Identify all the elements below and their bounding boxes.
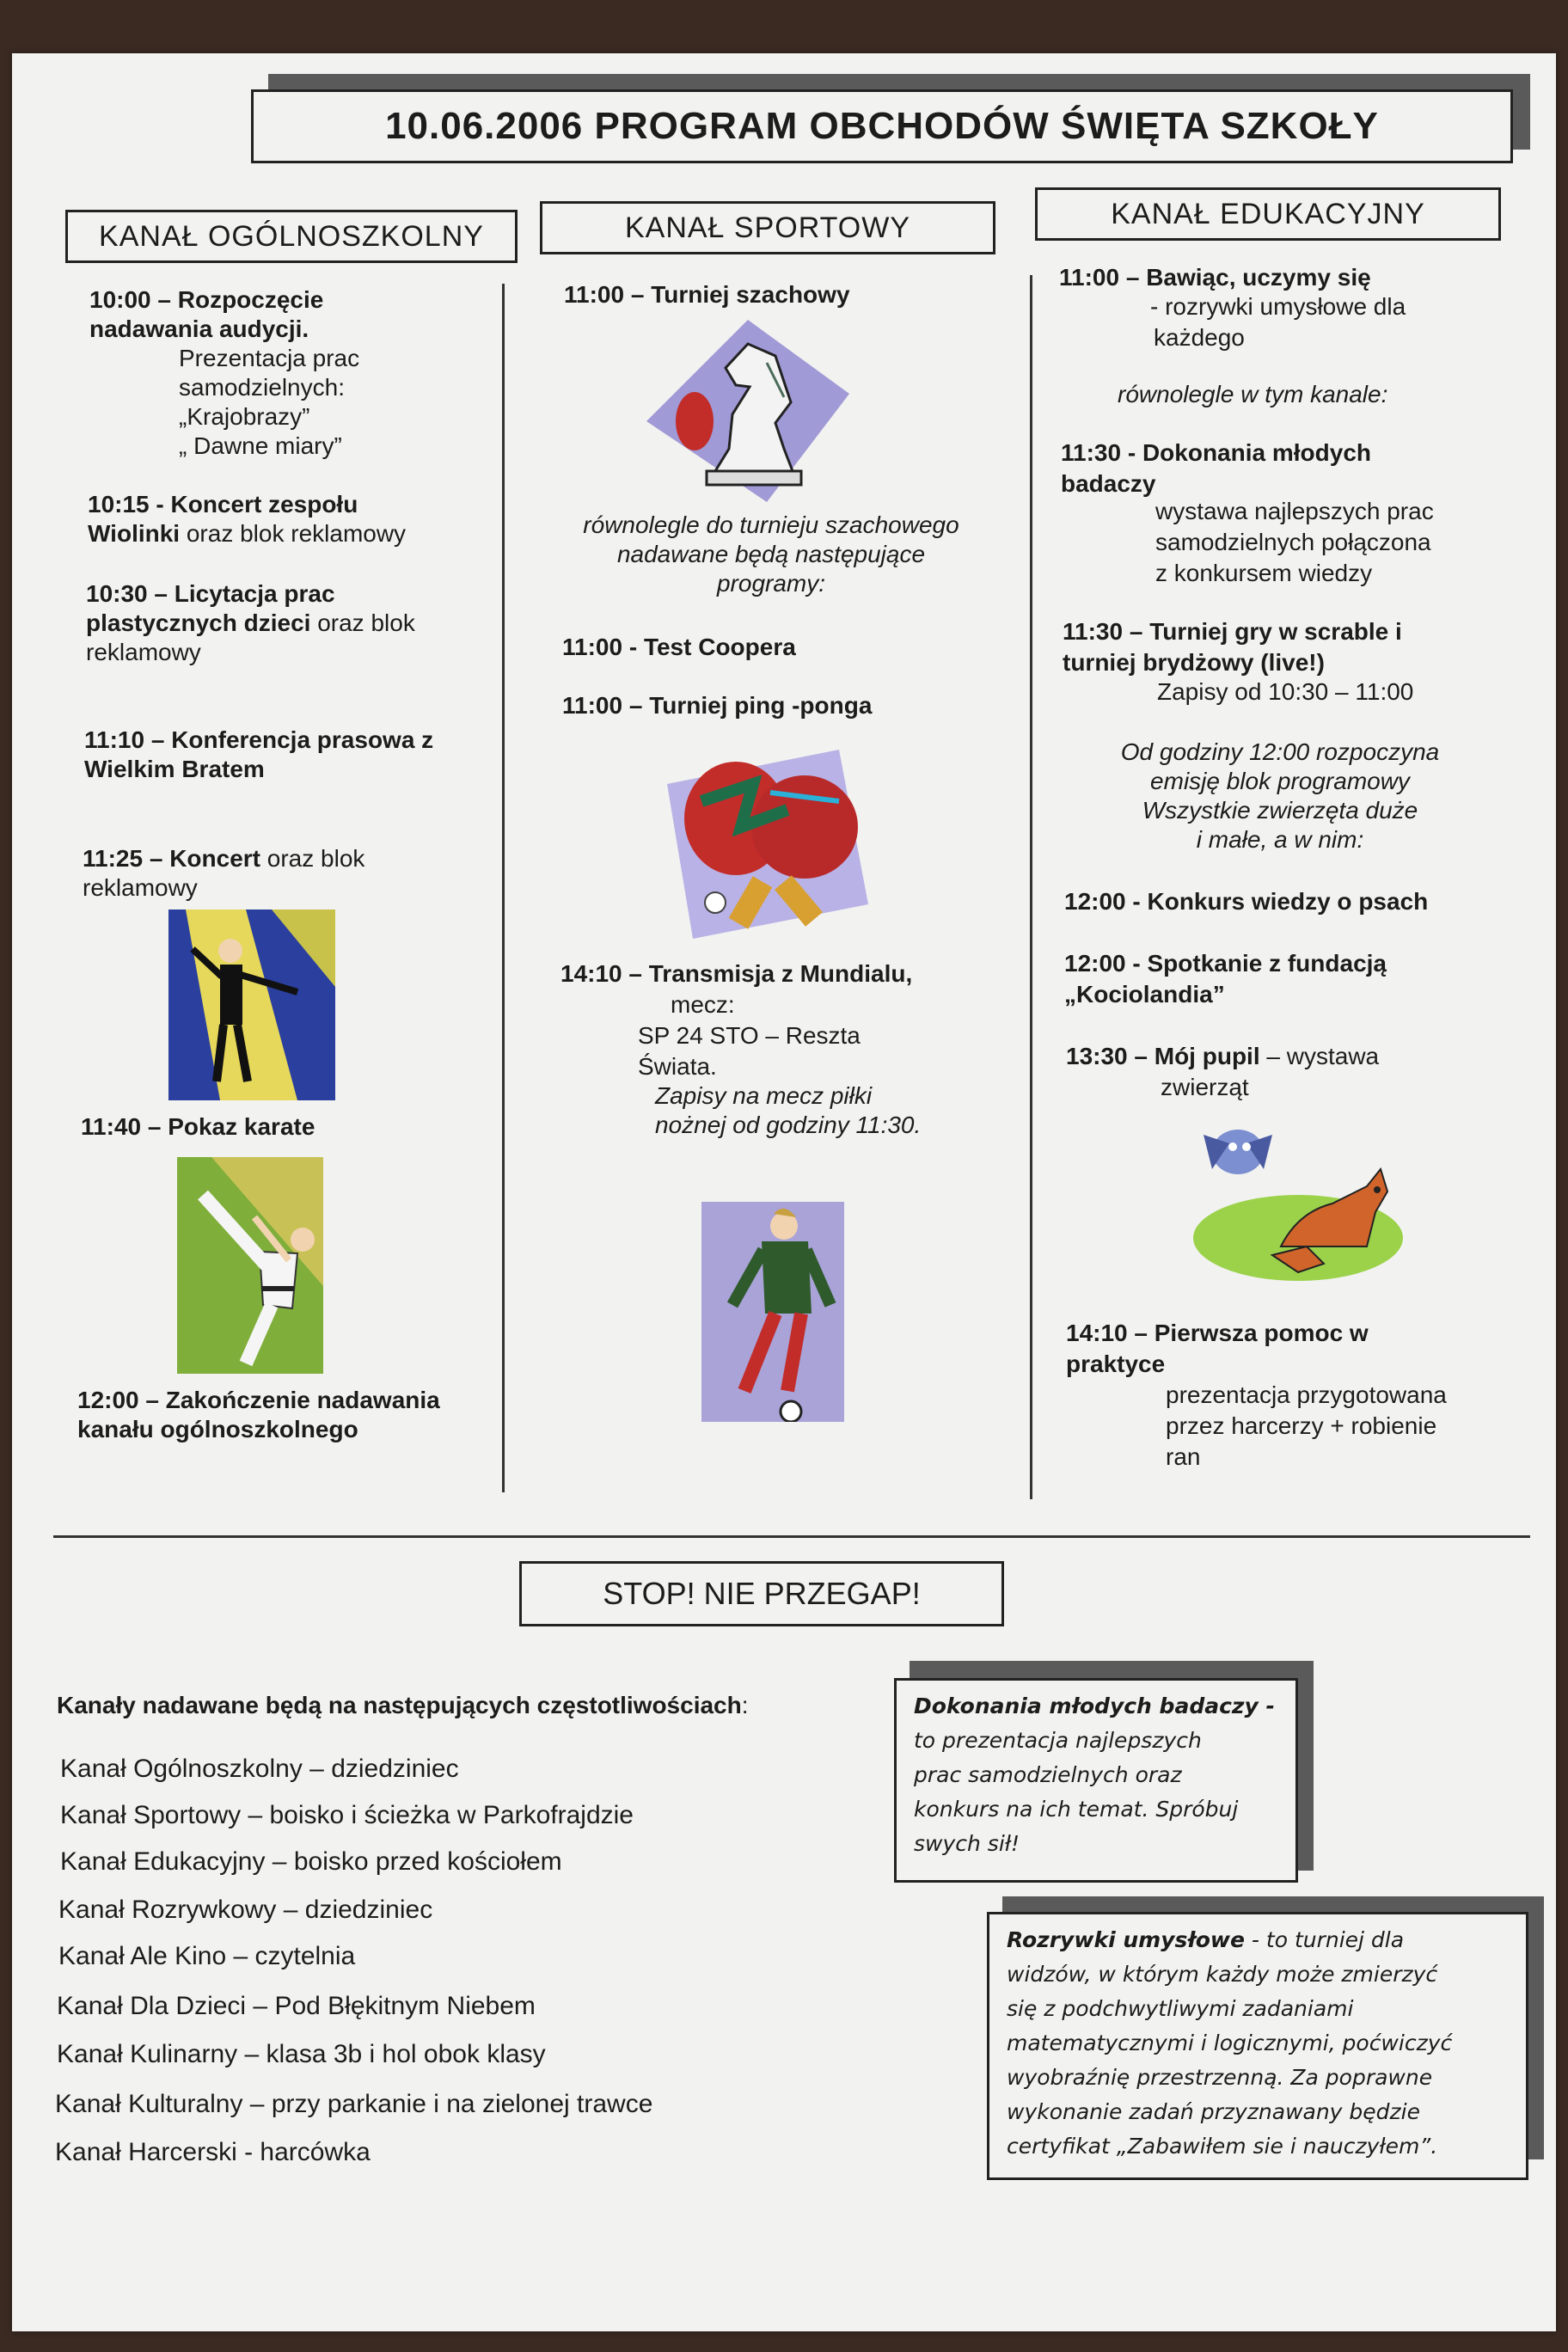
og-e5-head: 11:25 – Koncert [83, 845, 260, 872]
list-item: Kanał Sportowy – boisko i ścieżka w Parkofrajdzie [60, 1801, 634, 1829]
sp-e1-head: 11:00 – Turniej szachowy [564, 281, 850, 308]
ed-par: równolegle w tym kanale: [1118, 381, 1388, 407]
og-e4-head2: Wielkim Bratem [84, 756, 265, 782]
og-e1-l2: samodzielnych: [179, 374, 345, 401]
frequencies-heading-text: Kanały nadawane będą na następujących częstotliwościach [57, 1692, 742, 1718]
sp-par-l2: nadawane będą następujące [616, 541, 926, 567]
ed-e5-head2: „Kociolandia” [1064, 981, 1225, 1008]
og-e7-head2: kanału ogólnoszkolnego [77, 1416, 358, 1442]
og-e1-l3: „Krajobrazy” [179, 403, 310, 430]
ed-e3-l1: Zapisy od 10:30 – 11:00 [1157, 678, 1414, 705]
og-e3-l2a: plastycznych dzieci [86, 609, 311, 636]
karate-picture [177, 1157, 323, 1374]
ed-e7-l2: przez harcerzy + robienie [1166, 1412, 1437, 1439]
og-e1-l4: „ Dawne miary” [179, 432, 342, 459]
list-item: Kanał Ogólnoszkolny – dziedziniec [60, 1755, 459, 1783]
ed-e6-line [1066, 1042, 1379, 1071]
ed-e2-l1: wystawa najlepszych prac [1155, 498, 1434, 524]
ed-e7-l3: ran [1166, 1443, 1201, 1470]
list-item: Kanał Kulinarny – klasa 3b i hol obok klasy [57, 2040, 546, 2068]
note-badacze [894, 1678, 1298, 1883]
og-e4-head: 11:10 – Konferencja prasowa z [84, 726, 434, 753]
ed-e5-head: 12:00 - Spotkanie z fundacją [1064, 950, 1387, 977]
og-e2-head: 10:15 - Koncert zespołu [88, 491, 358, 518]
ed-e2-l2: samodzielnych połączona [1155, 529, 1431, 555]
og-e1-head2: nadawania audycji. [89, 315, 309, 342]
note2-line: - to turniej dla [1244, 1927, 1405, 1952]
sp-e2-head: 11:00 - Test Coopera [562, 634, 796, 660]
ed-e4-head: 12:00 - Konkurs wiedzy o psach [1064, 888, 1429, 915]
og-e5-line [83, 844, 364, 873]
list-item: Kanał Ale Kino – czytelnia [58, 1942, 356, 1970]
column-divider-1 [502, 284, 505, 1492]
frequencies-heading-colon: : [741, 1692, 749, 1718]
og-e3-l2b: oraz blok [310, 609, 415, 636]
pets-picture [1178, 1118, 1403, 1289]
note2-bold: Rozrywki umysłowe [1007, 1927, 1245, 1952]
ed-par2-l4: i małe, a w nim: [1196, 826, 1364, 853]
ed-e7-l1: prezentacja przygotowana [1166, 1381, 1447, 1408]
header-ogolnoszkolny: KANAŁ OGÓLNOSZKOLNY [65, 210, 518, 263]
column-divider-2 [1030, 275, 1032, 1499]
ed-par2-l2: emisję blok programowy [1150, 768, 1410, 794]
ed-e2-head: 11:30 - Dokonania młodych [1061, 439, 1371, 466]
note2-line: matematycznymi i logicznymi, poćwiczyć [1007, 2030, 1453, 2055]
ed-e6-head: 13:30 – Mój pupil [1066, 1043, 1260, 1069]
ed-e1-l1: - rozrywki umysłowe dla [1150, 293, 1406, 320]
og-e5-rest: oraz blok [260, 845, 365, 872]
sp-e4-l3: Świata. [638, 1053, 717, 1080]
note2-line: wyobraźnię przestrzenną. Za poprawne [1007, 2065, 1433, 2090]
header-edukacyjny: KANAŁ EDUKACYJNY [1035, 187, 1501, 241]
og-e2-l2a: Wiolinki [88, 520, 181, 547]
og-e1-head: 10:00 – Rozpoczęcie [89, 286, 324, 313]
og-e2-l2 [88, 519, 406, 548]
list-item: Kanał Harcerski - harcówka [55, 2138, 371, 2166]
note1-line: swych sił! [914, 1831, 1020, 1856]
sp-e3-head: 11:00 – Turniej ping -ponga [562, 692, 873, 719]
ed-e6-rest: – wystawa [1259, 1043, 1380, 1069]
ed-e2-l3: z konkursem wiedzy [1155, 560, 1373, 586]
ed-e1-head: 11:00 – Bawiąc, uczymy się [1059, 264, 1371, 291]
chess-knight-picture [646, 320, 849, 502]
og-e1-l1: Prezentacja prac [179, 345, 360, 371]
sp-e4-head: 14:10 – Transmisja z Mundialu, [560, 960, 913, 987]
footballer-picture [701, 1202, 844, 1422]
note1-line: Dokonania młodych badaczy - [914, 1694, 1275, 1718]
sp-par-l1: równolegle do turnieju szachowego [583, 511, 959, 538]
ed-par2-l3: Wszystkie zwierzęta duże [1142, 797, 1418, 824]
ed-e2-head2: badaczy [1061, 470, 1156, 497]
frequencies-heading [57, 1690, 749, 1721]
note2-line: certyfikat „Zabawiłem sie i nauczyłem”. [1007, 2134, 1438, 2159]
og-e7-head: 12:00 – Zakończenie nadawania [77, 1387, 440, 1413]
og-e5-l2: reklamowy [83, 874, 198, 901]
note1-line: to prezentacja najlepszych [914, 1728, 1202, 1753]
og-e3-l2 [86, 609, 415, 638]
list-item: Kanał Rozrywkowy – dziedziniec [58, 1896, 433, 1924]
ed-e3-head: 11:30 – Turniej gry w scrable i [1063, 618, 1402, 645]
note1-line: prac samodzielnych oraz [914, 1762, 1182, 1787]
ed-e7-head: 14:10 – Pierwsza pomoc w [1066, 1320, 1369, 1346]
list-item: Kanał Edukacyjny – boisko przed kościołem [60, 1847, 562, 1876]
ed-par2-l1: Od godziny 12:00 rozpoczyna [1120, 738, 1440, 765]
og-e2-l2b: oraz blok reklamowy [180, 520, 407, 547]
concert-conductor-picture [168, 910, 335, 1100]
sp-e4-l1: mecz: [671, 991, 735, 1018]
og-e3-head: 10:30 – Licytacja prac [86, 580, 335, 607]
ed-e6-l2: zwierząt [1161, 1074, 1249, 1100]
sp-par-l3: programy: [716, 570, 826, 597]
og-e3-l3: reklamowy [86, 639, 201, 665]
ping-pong-picture [667, 750, 868, 939]
sp-e4-l2: SP 24 STO – Reszta [638, 1022, 861, 1049]
note2-line-first [1007, 1923, 1509, 1957]
note-rozrywki [987, 1912, 1528, 2180]
stop-banner: STOP! NIE PRZEGAP! [519, 1561, 1004, 1626]
note2-line: wykonanie zadań przyznawany będzie [1007, 2099, 1420, 2124]
sp-e4-l4: Zapisy na mecz piłki [655, 1082, 873, 1109]
page-title: 10.06.2006 PROGRAM OBCHODÓW ŚWIĘTA SZKOŁY [251, 89, 1513, 163]
ed-e1-l2: każdego [1154, 324, 1245, 351]
note2-line: się z podchwytliwymi zadaniami [1007, 1996, 1354, 2021]
list-item: Kanał Kulturalny – przy parkanie i na zielonej trawce [55, 2090, 653, 2118]
ed-e3-head2: turniej brydżowy (live!) [1063, 649, 1325, 676]
list-item: Kanał Dla Dzieci – Pod Błękitnym Niebem [57, 1992, 536, 2020]
ed-e7-head2: praktyce [1066, 1351, 1166, 1377]
section-divider [53, 1535, 1530, 1538]
sp-e4-l5: nożnej od godziny 11:30. [655, 1112, 922, 1138]
header-sportowy: KANAŁ SPORTOWY [540, 201, 995, 254]
note2-line: widzów, w którym każdy może zmierzyć [1007, 1962, 1438, 1987]
og-e6-head: 11:40 – Pokaz karate [81, 1113, 315, 1140]
note1-line: konkurs na ich temat. Spróbuj [914, 1797, 1239, 1822]
